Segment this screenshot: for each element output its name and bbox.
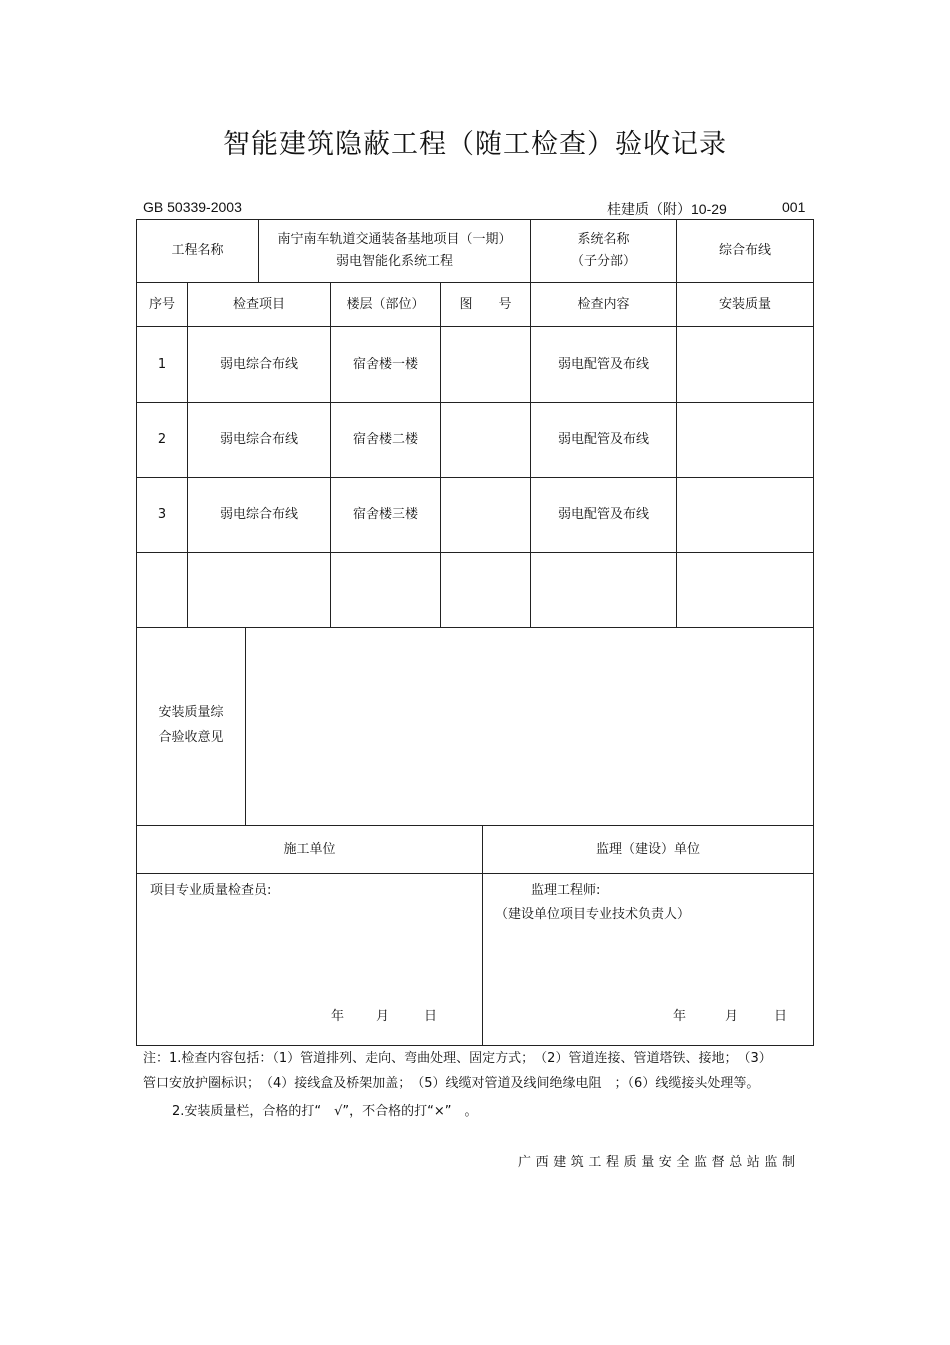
table-row-2-quality (677, 403, 813, 477)
engineer-sub-label: （建设单位项目专业技术负责人） (495, 907, 691, 922)
table-row-3-item: 弱电综合布线 (219, 507, 298, 522)
table-row-3-floor: 宿舍楼三楼 (352, 507, 418, 522)
table-row-1-floor: 宿舍楼一楼 (352, 356, 418, 372)
table-row-4-item (188, 553, 330, 627)
opinion-value[interactable] (252, 640, 807, 815)
project-name-value (259, 220, 530, 282)
table-row-3-quality (677, 478, 813, 552)
table-row-4-drawing (441, 553, 530, 627)
standard-code: GB 50339-2003 (143, 199, 242, 215)
form-code: 桂建质（附）10-29 (607, 201, 727, 217)
table-row-1-drawing (441, 327, 530, 402)
table-row-3-content: 弱电配管及布线 (557, 507, 649, 522)
note-line-3: 2.安装质量栏，合格的打“ √”，不合格的打“×” 。 (172, 1104, 478, 1119)
table-row-4-index (137, 553, 187, 627)
table-row-3-drawing (441, 478, 530, 552)
supervision-date-month: 月 (725, 1009, 739, 1024)
serial-number: 001 (782, 199, 806, 215)
column-header-drawing: 图 号 (459, 296, 512, 312)
table-row-1-index: 1 (157, 356, 167, 372)
opinion-label (137, 700, 245, 750)
column-header-quality: 安装质量 (718, 296, 771, 312)
supervision-date-day: 日 (774, 1009, 788, 1024)
table-row-2-floor: 宿舍楼二楼 (352, 432, 418, 447)
table-row-2-drawing (441, 403, 530, 477)
table-row-1-quality (677, 327, 813, 402)
table-row-2-content: 弱电配管及布线 (557, 432, 649, 447)
engineer-label: 监理工程师: (531, 883, 601, 898)
project-name-line1: 南宁南车轨道交通装备基地项目（一期） (277, 232, 512, 247)
table-row-4-quality (677, 553, 813, 627)
construction-date-year: 年 (331, 1009, 345, 1024)
construction-date-day: 日 (424, 1009, 438, 1024)
table-row-4-content (531, 553, 676, 627)
note-line-1: 注：1.检查内容包括：（1）管道排列、走向、弯曲处理、固定方式； （2）管道连接、管道塔铁、接地； （3） (143, 1051, 772, 1066)
column-header-index: 序号 (148, 296, 175, 312)
table-row-1-item: 弱电综合布线 (219, 356, 298, 372)
project-name-label: 工程名称 (171, 243, 224, 258)
opinion-label-line1: 安装质量综 (158, 705, 224, 720)
system-name-value: 综合布线 (718, 243, 771, 258)
system-name-label-line2: （子分部） (570, 254, 636, 269)
system-name-label-line1: 系统名称 (577, 232, 630, 247)
table-row-4-floor (331, 553, 440, 627)
column-header-item: 检查项目 (232, 296, 285, 312)
supervision-date-year: 年 (673, 1009, 687, 1024)
column-header-content: 检查内容 (577, 296, 630, 312)
note-line-2: 管口安放护圈标识； （4）接线盒及桥架加盖； （5）线缆对管道及线间绝缘电阻 ；（6）线缆接头处理等。 (143, 1076, 760, 1091)
table-row-2-item: 弱电综合布线 (219, 432, 298, 447)
table-row-2-index: 2 (157, 432, 167, 447)
inspector-label: 项目专业质量检查员: (150, 883, 272, 898)
page-title: 智能建筑隐蔽工程（随工检查）验收记录 (223, 129, 727, 160)
table-row-3-index: 3 (157, 507, 167, 522)
issuer-label: 广西建筑工程质量安全监督总站监制 (518, 1155, 800, 1170)
construction-date-month: 月 (376, 1009, 390, 1024)
opinion-label-line2: 合验收意见 (158, 730, 224, 745)
table-row-1-content: 弱电配管及布线 (557, 356, 649, 372)
system-name-label (531, 220, 676, 282)
project-name-line2: 弱电智能化系统工程 (335, 254, 453, 269)
construction-unit-label: 施工单位 (283, 841, 336, 857)
supervision-unit-label: 监理（建设）单位 (595, 841, 700, 857)
column-header-floor: 楼层（部位） (346, 296, 425, 312)
